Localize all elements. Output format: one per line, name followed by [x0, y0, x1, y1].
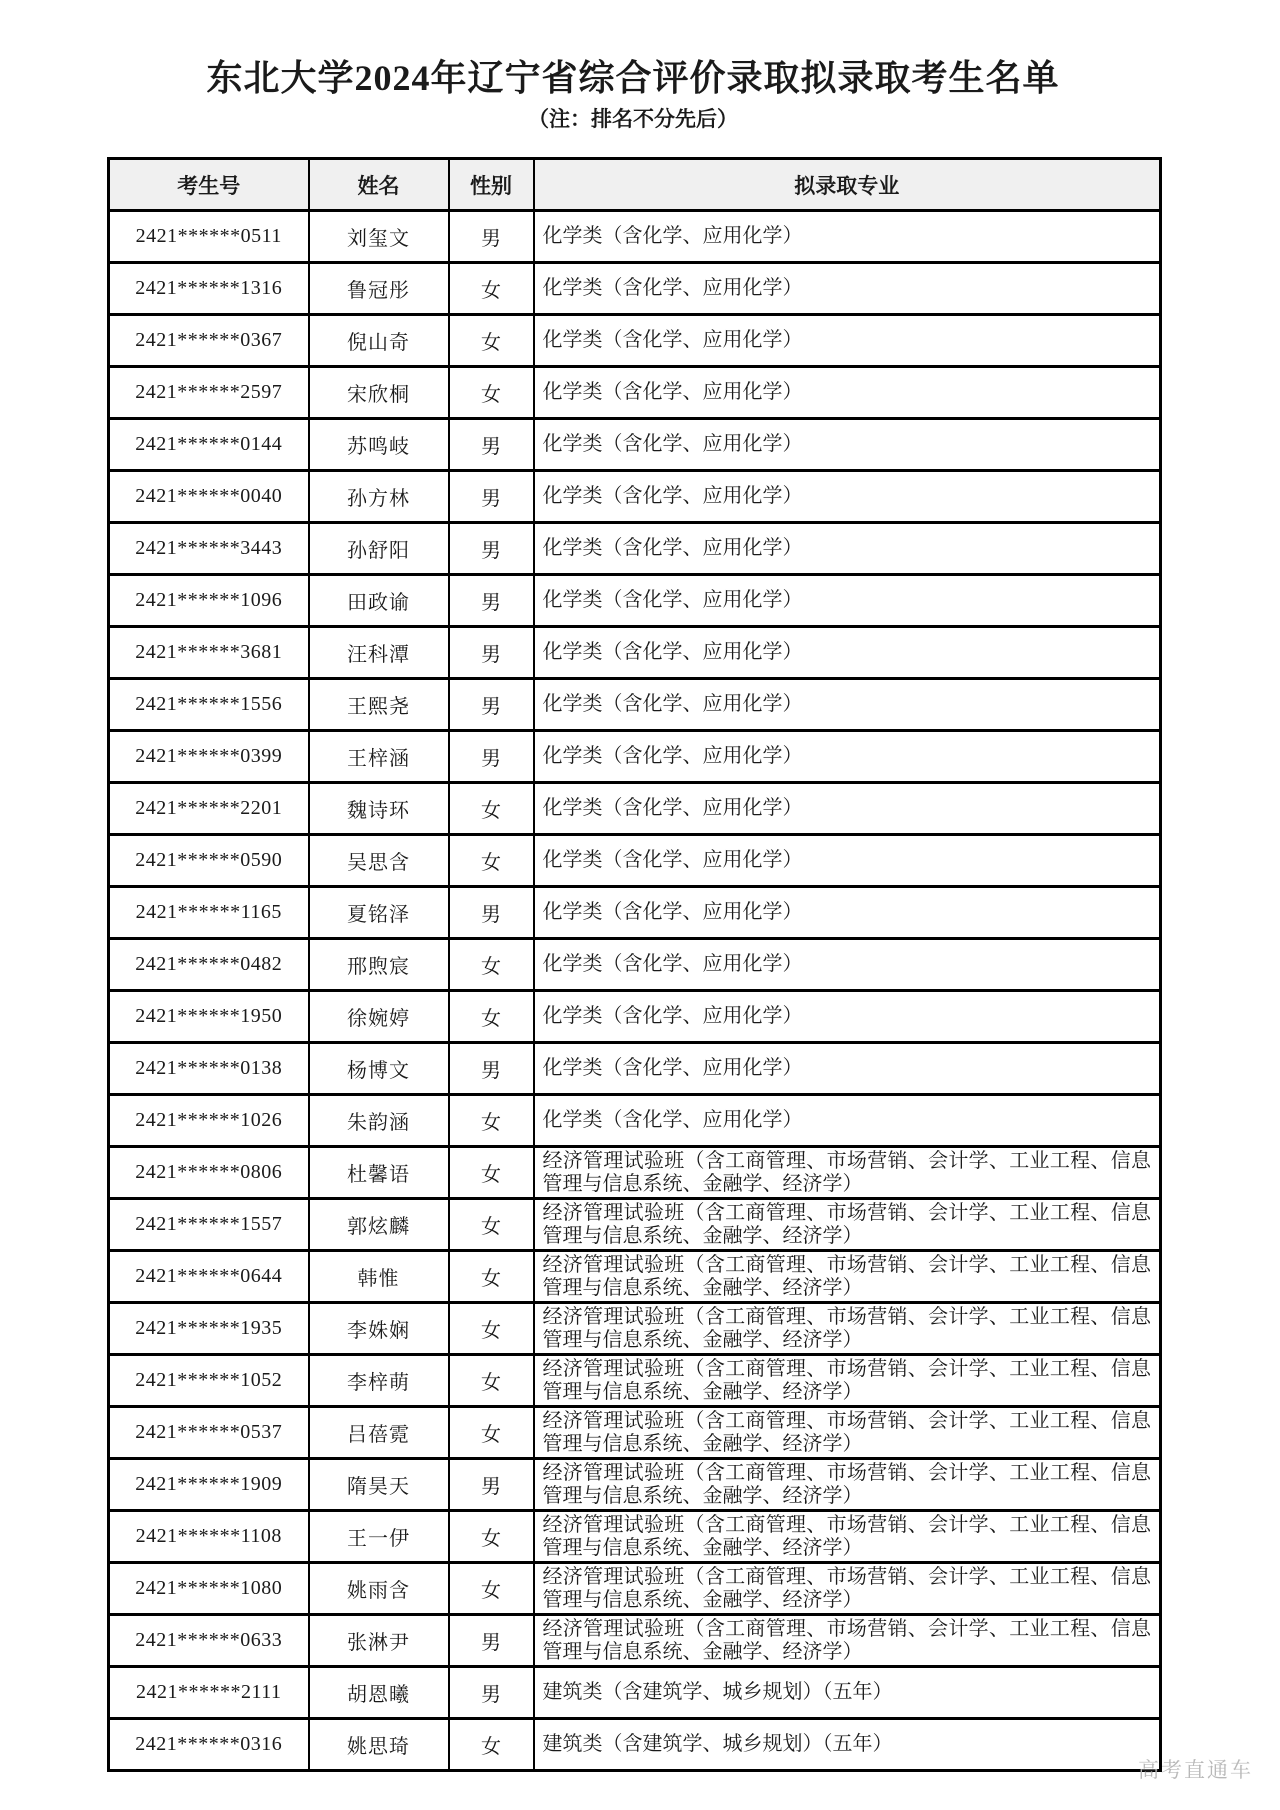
candidate-name-cell: 杨博文 [309, 1043, 449, 1095]
candidate-gender-cell: 男 [449, 731, 534, 783]
candidate-gender-cell: 女 [449, 1719, 534, 1771]
candidate-major-cell: 化学类（含化学、应用化学） [534, 1043, 1161, 1095]
candidate-name-cell: 吕蓓霓 [309, 1407, 449, 1459]
candidate-name-cell: 魏诗环 [309, 783, 449, 835]
table-row [109, 211, 1161, 263]
candidate-major-cell: 化学类（含化学、应用化学） [534, 731, 1161, 783]
candidate-name-cell: 李姝娴 [309, 1303, 449, 1355]
candidate-gender-cell: 女 [449, 1147, 534, 1199]
admission-table [107, 157, 1162, 1772]
candidate-name-cell: 姚雨含 [309, 1563, 449, 1615]
candidate-name-cell: 隋昊天 [309, 1459, 449, 1511]
candidate-major-cell: 化学类（含化学、应用化学） [534, 315, 1161, 367]
candidate-major-cell: 经济管理试验班（含工商管理、市场营销、会计学、工业工程、信息管理与信息系统、金融学、经济学） [534, 1251, 1161, 1303]
candidate-number-cell: 2421******0138 [109, 1043, 309, 1095]
table-row [109, 1459, 1161, 1511]
candidate-number-cell: 2421******0040 [109, 471, 309, 523]
candidate-name-cell: 倪山奇 [309, 315, 449, 367]
candidate-gender-cell: 男 [449, 627, 534, 679]
candidate-number-cell: 2421******0367 [109, 315, 309, 367]
candidate-major-cell: 经济管理试验班（含工商管理、市场营销、会计学、工业工程、信息管理与信息系统、金融学、经济学） [534, 1563, 1161, 1615]
candidate-major-cell: 经济管理试验班（含工商管理、市场营销、会计学、工业工程、信息管理与信息系统、金融学、经济学） [534, 1355, 1161, 1407]
candidate-number-cell: 2421******1108 [109, 1511, 309, 1563]
candidate-number-cell: 2421******0316 [109, 1719, 309, 1771]
table-row [109, 523, 1161, 575]
candidate-number-cell: 2421******1316 [109, 263, 309, 315]
candidate-name-cell: 胡恩曦 [309, 1667, 449, 1719]
col-header-name: 姓名 [309, 159, 449, 211]
table-row [109, 419, 1161, 471]
candidate-major-cell: 化学类（含化学、应用化学） [534, 627, 1161, 679]
candidate-name-cell: 王一伊 [309, 1511, 449, 1563]
candidate-major-cell: 经济管理试验班（含工商管理、市场营销、会计学、工业工程、信息管理与信息系统、金融学、经济学） [534, 1459, 1161, 1511]
candidate-number-cell: 2421******0633 [109, 1615, 309, 1667]
candidate-gender-cell: 男 [449, 471, 534, 523]
col-header-major: 拟录取专业 [534, 159, 1161, 211]
candidate-number-cell: 2421******1556 [109, 679, 309, 731]
candidate-gender-cell: 男 [449, 523, 534, 575]
candidate-major-cell: 化学类（含化学、应用化学） [534, 211, 1161, 263]
table-body [109, 211, 1161, 1771]
candidate-major-cell: 建筑类（含建筑学、城乡规划）（五年） [534, 1719, 1161, 1771]
candidate-name-cell: 张淋尹 [309, 1615, 449, 1667]
candidate-name-cell: 李梓萌 [309, 1355, 449, 1407]
candidate-name-cell: 刘玺文 [309, 211, 449, 263]
candidate-gender-cell: 男 [449, 679, 534, 731]
candidate-name-cell: 王熙尧 [309, 679, 449, 731]
candidate-name-cell: 徐婉婷 [309, 991, 449, 1043]
candidate-name-cell: 郭炫麟 [309, 1199, 449, 1251]
candidate-gender-cell: 男 [449, 211, 534, 263]
table-row [109, 1615, 1161, 1667]
table-row [109, 1251, 1161, 1303]
candidate-number-cell: 2421******1950 [109, 991, 309, 1043]
candidate-name-cell: 姚思琦 [309, 1719, 449, 1771]
table-row [109, 887, 1161, 939]
candidate-name-cell: 邢煦宸 [309, 939, 449, 991]
candidate-major-cell: 经济管理试验班（含工商管理、市场营销、会计学、工业工程、信息管理与信息系统、金融学、经济学） [534, 1147, 1161, 1199]
candidate-number-cell: 2421******2201 [109, 783, 309, 835]
candidate-number-cell: 2421******1096 [109, 575, 309, 627]
candidate-gender-cell: 男 [449, 1043, 534, 1095]
table-row [109, 1719, 1161, 1771]
candidate-major-cell: 化学类（含化学、应用化学） [534, 1095, 1161, 1147]
candidate-number-cell: 2421******2111 [109, 1667, 309, 1719]
table-row [109, 575, 1161, 627]
table-row [109, 731, 1161, 783]
candidate-major-cell: 化学类（含化学、应用化学） [534, 939, 1161, 991]
table-row [109, 1407, 1161, 1459]
table-row [109, 1043, 1161, 1095]
candidate-name-cell: 杜馨语 [309, 1147, 449, 1199]
candidate-major-cell: 化学类（含化学、应用化学） [534, 991, 1161, 1043]
candidate-major-cell: 化学类（含化学、应用化学） [534, 679, 1161, 731]
candidate-number-cell: 2421******1935 [109, 1303, 309, 1355]
candidate-gender-cell: 女 [449, 1407, 534, 1459]
candidate-name-cell: 苏鸣岐 [309, 419, 449, 471]
candidate-name-cell: 韩惟 [309, 1251, 449, 1303]
candidate-gender-cell: 男 [449, 575, 534, 627]
table-row [109, 1303, 1161, 1355]
candidate-gender-cell: 女 [449, 835, 534, 887]
candidate-gender-cell: 女 [449, 1251, 534, 1303]
candidate-number-cell: 2421******1052 [109, 1355, 309, 1407]
col-header-candidate-number: 考生号 [109, 159, 309, 211]
table-row [109, 471, 1161, 523]
candidate-number-cell: 2421******0644 [109, 1251, 309, 1303]
candidate-number-cell: 2421******0144 [109, 419, 309, 471]
candidate-number-cell: 2421******3443 [109, 523, 309, 575]
candidate-gender-cell: 女 [449, 263, 534, 315]
candidate-gender-cell: 女 [449, 367, 534, 419]
table-row [109, 367, 1161, 419]
table-row [109, 991, 1161, 1043]
candidate-major-cell: 化学类（含化学、应用化学） [534, 263, 1161, 315]
candidate-number-cell: 2421******1909 [109, 1459, 309, 1511]
table-row [109, 939, 1161, 991]
page-subtitle: （注：排名不分先后） [528, 108, 738, 131]
candidate-number-cell: 2421******1026 [109, 1095, 309, 1147]
candidate-number-cell: 2421******1557 [109, 1199, 309, 1251]
table-row [109, 1095, 1161, 1147]
candidate-major-cell: 经济管理试验班（含工商管理、市场营销、会计学、工业工程、信息管理与信息系统、金融学、经济学） [534, 1511, 1161, 1563]
candidate-gender-cell: 女 [449, 315, 534, 367]
table-row [109, 263, 1161, 315]
candidate-major-cell: 化学类（含化学、应用化学） [534, 835, 1161, 887]
candidate-number-cell: 2421******0806 [109, 1147, 309, 1199]
candidate-number-cell: 2421******0537 [109, 1407, 309, 1459]
col-header-gender: 性别 [449, 159, 534, 211]
candidate-name-cell: 田政谕 [309, 575, 449, 627]
candidate-number-cell: 2421******0482 [109, 939, 309, 991]
candidate-gender-cell: 女 [449, 991, 534, 1043]
candidate-major-cell: 化学类（含化学、应用化学） [534, 419, 1161, 471]
candidate-name-cell: 鲁冠彤 [309, 263, 449, 315]
candidate-name-cell: 汪科潭 [309, 627, 449, 679]
table-row [109, 627, 1161, 679]
candidate-major-cell: 化学类（含化学、应用化学） [534, 575, 1161, 627]
table-row [109, 1511, 1161, 1563]
candidate-gender-cell: 女 [449, 939, 534, 991]
candidate-major-cell: 经济管理试验班（含工商管理、市场营销、会计学、工业工程、信息管理与信息系统、金融学、经济学） [534, 1407, 1161, 1459]
table-row [109, 1563, 1161, 1615]
candidate-number-cell: 2421******3681 [109, 627, 309, 679]
candidate-number-cell: 2421******2597 [109, 367, 309, 419]
table-row [109, 783, 1161, 835]
table-row [109, 835, 1161, 887]
table-row [109, 1355, 1161, 1407]
candidate-major-cell: 经济管理试验班（含工商管理、市场营销、会计学、工业工程、信息管理与信息系统、金融学、经济学） [534, 1615, 1161, 1667]
candidate-name-cell: 夏铭泽 [309, 887, 449, 939]
table-row [109, 315, 1161, 367]
candidate-major-cell: 化学类（含化学、应用化学） [534, 523, 1161, 575]
candidate-name-cell: 宋欣桐 [309, 367, 449, 419]
candidate-gender-cell: 女 [449, 1563, 534, 1615]
candidate-gender-cell: 男 [449, 419, 534, 471]
candidate-gender-cell: 女 [449, 1511, 534, 1563]
candidate-number-cell: 2421******0399 [109, 731, 309, 783]
candidate-major-cell: 经济管理试验班（含工商管理、市场营销、会计学、工业工程、信息管理与信息系统、金融学、经济学） [534, 1303, 1161, 1355]
candidate-major-cell: 化学类（含化学、应用化学） [534, 367, 1161, 419]
table-header-row [109, 159, 1161, 211]
candidate-major-cell: 化学类（含化学、应用化学） [534, 783, 1161, 835]
candidate-number-cell: 2421******0511 [109, 211, 309, 263]
candidate-gender-cell: 女 [449, 1095, 534, 1147]
candidate-gender-cell: 女 [449, 783, 534, 835]
candidate-name-cell: 朱韵涵 [309, 1095, 449, 1147]
candidate-gender-cell: 女 [449, 1303, 534, 1355]
candidate-gender-cell: 男 [449, 1459, 534, 1511]
candidate-name-cell: 王梓涵 [309, 731, 449, 783]
candidate-major-cell: 化学类（含化学、应用化学） [534, 471, 1161, 523]
candidate-gender-cell: 女 [449, 1355, 534, 1407]
table-row [109, 1199, 1161, 1251]
candidate-gender-cell: 男 [449, 1615, 534, 1667]
candidate-major-cell: 经济管理试验班（含工商管理、市场营销、会计学、工业工程、信息管理与信息系统、金融学、经济学） [534, 1199, 1161, 1251]
candidate-name-cell: 吴思含 [309, 835, 449, 887]
watermark: 高考直通车 [1138, 1759, 1253, 1782]
table-row [109, 679, 1161, 731]
candidate-name-cell: 孙方林 [309, 471, 449, 523]
candidate-number-cell: 2421******1165 [109, 887, 309, 939]
candidate-number-cell: 2421******0590 [109, 835, 309, 887]
candidate-gender-cell: 女 [449, 1199, 534, 1251]
candidate-major-cell: 建筑类（含建筑学、城乡规划）（五年） [534, 1667, 1161, 1719]
candidate-gender-cell: 男 [449, 1667, 534, 1719]
table-row [109, 1667, 1161, 1719]
candidate-number-cell: 2421******1080 [109, 1563, 309, 1615]
table-row [109, 1147, 1161, 1199]
page-title: 东北大学2024年辽宁省综合评价录取拟录取考生名单 [206, 58, 1060, 98]
candidate-major-cell: 化学类（含化学、应用化学） [534, 887, 1161, 939]
candidate-gender-cell: 男 [449, 887, 534, 939]
candidate-name-cell: 孙舒阳 [309, 523, 449, 575]
